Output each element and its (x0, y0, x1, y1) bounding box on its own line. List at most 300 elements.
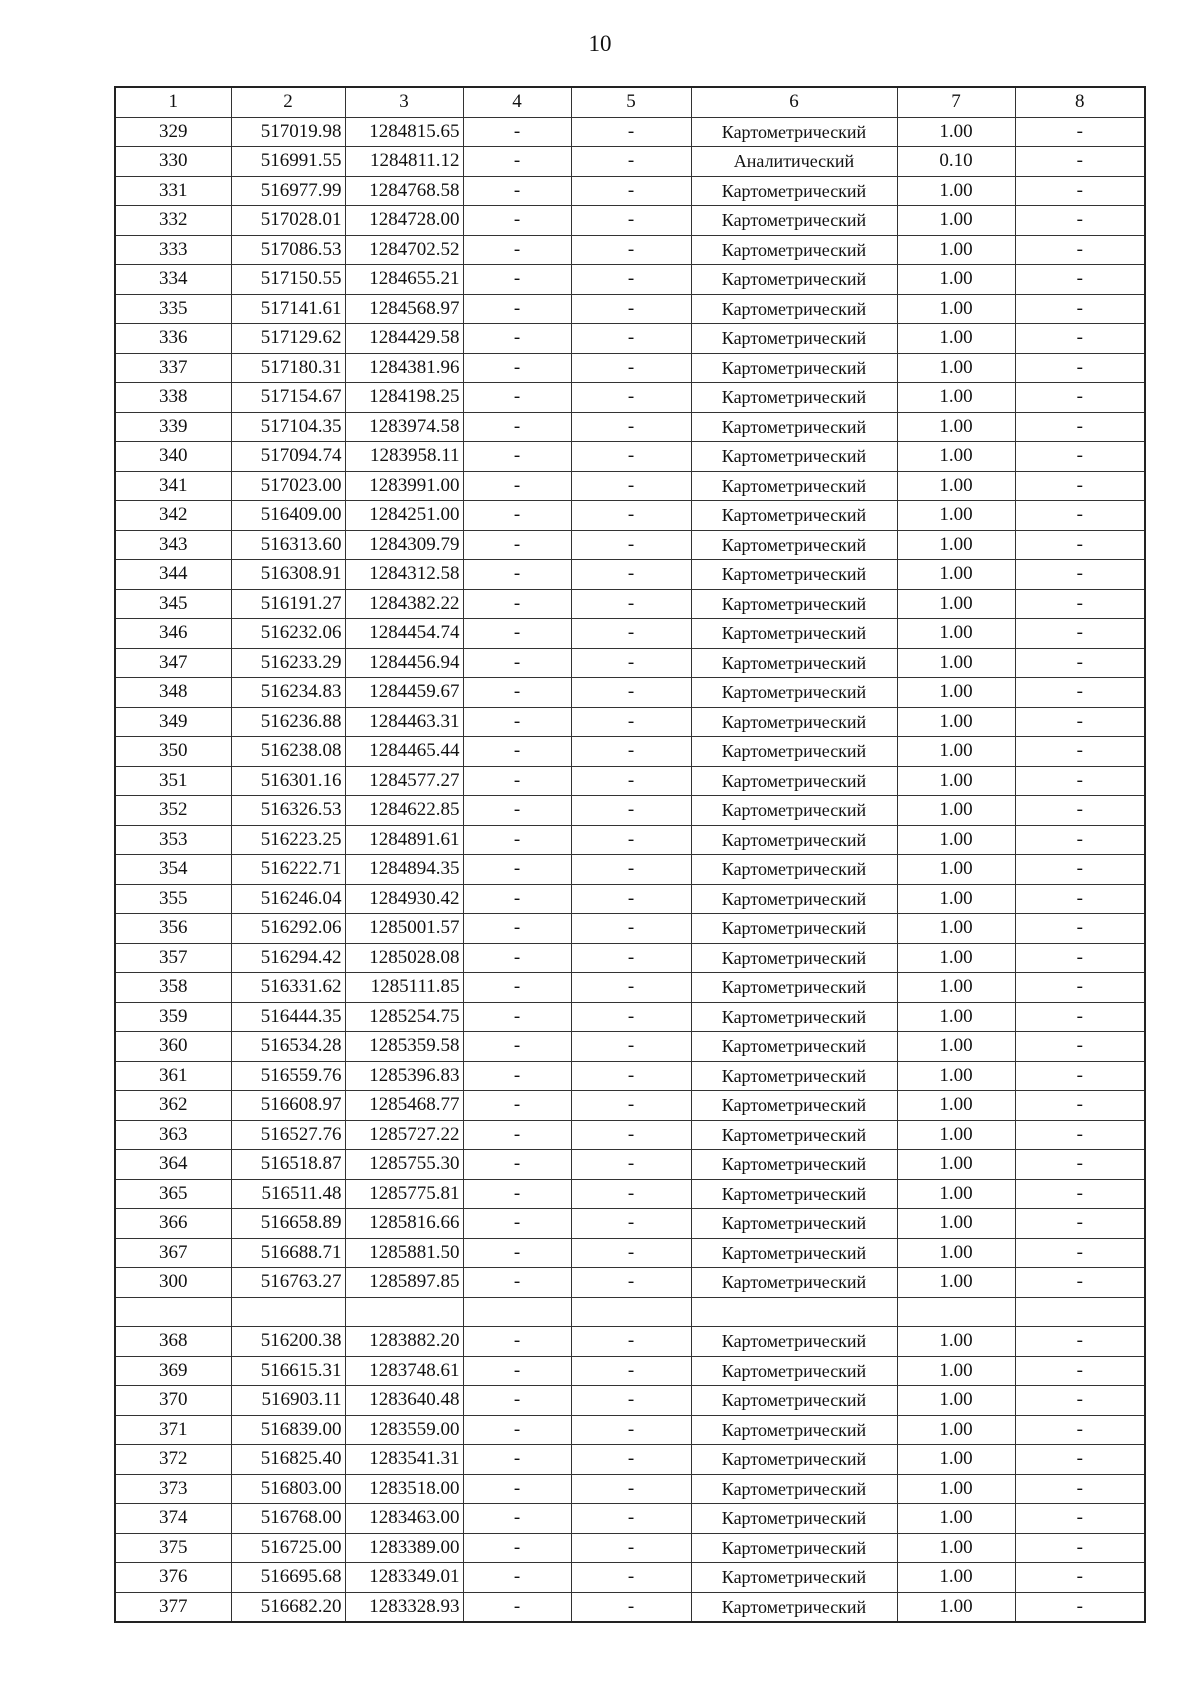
header-cell: 5 (571, 87, 691, 117)
column-4-cell: - (463, 1002, 571, 1032)
column-8-cell: - (1015, 1327, 1145, 1357)
table-row (115, 707, 1145, 737)
method-cell: Картометрический (691, 943, 897, 973)
column-4-cell: - (463, 1327, 571, 1357)
column-5-cell (571, 1297, 691, 1327)
x-coordinate-cell: 516903.11 (231, 1386, 345, 1416)
point-number-cell (115, 1297, 231, 1327)
column-4-cell: - (463, 884, 571, 914)
column-4-cell: - (463, 1091, 571, 1121)
column-8-cell: - (1015, 501, 1145, 531)
y-coordinate-cell: 1284811.12 (345, 147, 463, 177)
column-4-cell: - (463, 412, 571, 442)
y-coordinate-cell: 1284728.00 (345, 206, 463, 236)
x-coordinate-cell: 516682.20 (231, 1592, 345, 1622)
method-cell: Картометрический (691, 530, 897, 560)
column-5-cell: - (571, 1415, 691, 1445)
accuracy-cell: 1.00 (897, 1356, 1015, 1386)
coordinates-table (114, 86, 1146, 1623)
column-8-cell: - (1015, 1238, 1145, 1268)
method-cell: Картометрический (691, 707, 897, 737)
column-8-cell: - (1015, 1563, 1145, 1593)
column-8-cell: - (1015, 1002, 1145, 1032)
accuracy-cell: 1.00 (897, 1091, 1015, 1121)
column-5-cell: - (571, 589, 691, 619)
accuracy-cell: 1.00 (897, 884, 1015, 914)
column-8-cell: - (1015, 766, 1145, 796)
table-row (115, 1120, 1145, 1150)
column-8-cell: - (1015, 648, 1145, 678)
column-8-cell: - (1015, 1179, 1145, 1209)
method-cell: Картометрический (691, 471, 897, 501)
table-row (115, 678, 1145, 708)
point-number-cell: 360 (115, 1032, 231, 1062)
table-row (115, 1061, 1145, 1091)
method-cell: Картометрический (691, 1268, 897, 1298)
method-cell: Картометрический (691, 1356, 897, 1386)
y-coordinate-cell: 1284456.94 (345, 648, 463, 678)
table-row (115, 412, 1145, 442)
method-cell: Картометрический (691, 1504, 897, 1534)
y-coordinate-cell: 1284577.27 (345, 766, 463, 796)
method-cell: Картометрический (691, 973, 897, 1003)
table-row (115, 1297, 1145, 1327)
accuracy-cell: 1.00 (897, 737, 1015, 767)
table-row (115, 884, 1145, 914)
column-4-cell: - (463, 1209, 571, 1239)
point-number-cell: 300 (115, 1268, 231, 1298)
method-cell: Картометрический (691, 1386, 897, 1416)
column-4-cell: - (463, 973, 571, 1003)
column-5-cell: - (571, 1327, 691, 1357)
column-8-cell: - (1015, 324, 1145, 354)
method-cell: Картометрический (691, 265, 897, 295)
y-coordinate-cell: 1283958.11 (345, 442, 463, 472)
column-5-cell: - (571, 1356, 691, 1386)
x-coordinate-cell: 517154.67 (231, 383, 345, 413)
table-row (115, 737, 1145, 767)
y-coordinate-cell: 1284702.52 (345, 235, 463, 265)
accuracy-cell: 1.00 (897, 206, 1015, 236)
accuracy-cell: 1.00 (897, 265, 1015, 295)
y-coordinate-cell: 1284381.96 (345, 353, 463, 383)
x-coordinate-cell: 516688.71 (231, 1238, 345, 1268)
point-number-cell: 368 (115, 1327, 231, 1357)
column-4-cell: - (463, 1061, 571, 1091)
column-4-cell: - (463, 206, 571, 236)
column-8-cell: - (1015, 117, 1145, 147)
column-8-cell: - (1015, 560, 1145, 590)
table-row (115, 1209, 1145, 1239)
x-coordinate-cell: 516763.27 (231, 1268, 345, 1298)
column-5-cell: - (571, 235, 691, 265)
method-cell: Картометрический (691, 206, 897, 236)
accuracy-cell: 1.00 (897, 1474, 1015, 1504)
column-5-cell: - (571, 1179, 691, 1209)
y-coordinate-cell: 1285897.85 (345, 1268, 463, 1298)
x-coordinate-cell: 516444.35 (231, 1002, 345, 1032)
method-cell: Картометрический (691, 678, 897, 708)
method-cell: Картометрический (691, 235, 897, 265)
column-4-cell (463, 1297, 571, 1327)
method-cell: Картометрический (691, 1091, 897, 1121)
accuracy-cell: 1.00 (897, 855, 1015, 885)
y-coordinate-cell: 1285001.57 (345, 914, 463, 944)
x-coordinate-cell: 517180.31 (231, 353, 345, 383)
table-row (115, 1268, 1145, 1298)
accuracy-cell: 1.00 (897, 766, 1015, 796)
column-8-cell: - (1015, 442, 1145, 472)
accuracy-cell: 1.00 (897, 707, 1015, 737)
column-4-cell: - (463, 501, 571, 531)
y-coordinate-cell: 1285775.81 (345, 1179, 463, 1209)
column-4-cell: - (463, 1445, 571, 1475)
x-coordinate-cell: 516308.91 (231, 560, 345, 590)
y-coordinate-cell: 1284454.74 (345, 619, 463, 649)
header-cell: 2 (231, 87, 345, 117)
column-4-cell: - (463, 117, 571, 147)
method-cell: Картометрический (691, 737, 897, 767)
column-4-cell: - (463, 855, 571, 885)
y-coordinate-cell: 1285028.08 (345, 943, 463, 973)
column-4-cell: - (463, 678, 571, 708)
table-row (115, 1179, 1145, 1209)
method-cell: Картометрический (691, 412, 897, 442)
x-coordinate-cell: 516518.87 (231, 1150, 345, 1180)
table-row (115, 1592, 1145, 1622)
accuracy-cell: 1.00 (897, 235, 1015, 265)
column-5-cell: - (571, 1150, 691, 1180)
page-number: 10 (588, 31, 612, 56)
x-coordinate-cell: 516725.00 (231, 1533, 345, 1563)
method-cell: Картометрический (691, 383, 897, 413)
table-row (115, 1238, 1145, 1268)
column-8-cell: - (1015, 1504, 1145, 1534)
column-8-cell: - (1015, 471, 1145, 501)
table-row (115, 1002, 1145, 1032)
x-coordinate-cell: 517104.35 (231, 412, 345, 442)
column-8-cell: - (1015, 176, 1145, 206)
header-cell: 8 (1015, 87, 1145, 117)
x-coordinate-cell: 516233.29 (231, 648, 345, 678)
accuracy-cell: 1.00 (897, 560, 1015, 590)
table-row (115, 501, 1145, 531)
y-coordinate-cell: 1284568.97 (345, 294, 463, 324)
table-row (115, 117, 1145, 147)
point-number-cell: 359 (115, 1002, 231, 1032)
table-row (115, 589, 1145, 619)
y-coordinate-cell: 1284429.58 (345, 324, 463, 354)
point-number-cell: 356 (115, 914, 231, 944)
column-4-cell: - (463, 1268, 571, 1298)
accuracy-cell: 1.00 (897, 619, 1015, 649)
column-8-cell: - (1015, 1209, 1145, 1239)
column-4-cell: - (463, 235, 571, 265)
point-number-cell: 377 (115, 1592, 231, 1622)
point-number-cell: 349 (115, 707, 231, 737)
point-number-cell: 362 (115, 1091, 231, 1121)
table-row (115, 1356, 1145, 1386)
header-cell: 1 (115, 87, 231, 117)
point-number-cell: 350 (115, 737, 231, 767)
column-5-cell: - (571, 1474, 691, 1504)
method-cell: Картометрический (691, 619, 897, 649)
table-row (115, 1533, 1145, 1563)
y-coordinate-cell: 1285816.66 (345, 1209, 463, 1239)
point-number-cell: 367 (115, 1238, 231, 1268)
column-8-cell: - (1015, 589, 1145, 619)
table-row (115, 294, 1145, 324)
column-5-cell: - (571, 1091, 691, 1121)
method-cell: Картометрический (691, 1150, 897, 1180)
accuracy-cell: 1.00 (897, 1238, 1015, 1268)
x-coordinate-cell: 516658.89 (231, 1209, 345, 1239)
accuracy-cell: 1.00 (897, 1327, 1015, 1357)
point-number-cell: 364 (115, 1150, 231, 1180)
accuracy-cell: 1.00 (897, 943, 1015, 973)
table-row (115, 1091, 1145, 1121)
table-row (115, 324, 1145, 354)
column-8-cell: - (1015, 678, 1145, 708)
method-cell: Картометрический (691, 1238, 897, 1268)
point-number-cell: 369 (115, 1356, 231, 1386)
table-row (115, 796, 1145, 826)
header-row (115, 87, 1145, 117)
x-coordinate-cell: 516803.00 (231, 1474, 345, 1504)
column-8-cell: - (1015, 1474, 1145, 1504)
x-coordinate-cell: 516534.28 (231, 1032, 345, 1062)
column-5-cell: - (571, 884, 691, 914)
column-4-cell: - (463, 589, 571, 619)
column-8-cell: - (1015, 1356, 1145, 1386)
column-8-cell: - (1015, 353, 1145, 383)
y-coordinate-cell: 1285755.30 (345, 1150, 463, 1180)
column-5-cell: - (571, 206, 691, 236)
point-number-cell: 337 (115, 353, 231, 383)
accuracy-cell: 1.00 (897, 914, 1015, 944)
y-coordinate-cell: 1285468.77 (345, 1091, 463, 1121)
y-coordinate-cell: 1284768.58 (345, 176, 463, 206)
y-coordinate-cell: 1283882.20 (345, 1327, 463, 1357)
column-4-cell: - (463, 176, 571, 206)
column-4-cell: - (463, 796, 571, 826)
point-number-cell: 330 (115, 147, 231, 177)
point-number-cell: 365 (115, 1179, 231, 1209)
accuracy-cell: 1.00 (897, 1032, 1015, 1062)
y-coordinate-cell: 1284894.35 (345, 855, 463, 885)
table-row (115, 383, 1145, 413)
method-cell: Картометрический (691, 914, 897, 944)
column-8-cell (1015, 1297, 1145, 1327)
accuracy-cell (897, 1297, 1015, 1327)
table-row (115, 943, 1145, 973)
column-4-cell: - (463, 353, 571, 383)
column-5-cell: - (571, 648, 691, 678)
column-5-cell: - (571, 324, 691, 354)
column-5-cell: - (571, 1061, 691, 1091)
point-number-cell: 353 (115, 825, 231, 855)
column-4-cell: - (463, 707, 571, 737)
column-4-cell: - (463, 1592, 571, 1622)
method-cell: Картометрический (691, 501, 897, 531)
x-coordinate-cell: 517019.98 (231, 117, 345, 147)
method-cell: Картометрический (691, 1563, 897, 1593)
column-4-cell: - (463, 766, 571, 796)
column-5-cell: - (571, 530, 691, 560)
method-cell (691, 1297, 897, 1327)
y-coordinate-cell: 1284459.67 (345, 678, 463, 708)
column-8-cell: - (1015, 943, 1145, 973)
accuracy-cell: 1.00 (897, 383, 1015, 413)
x-coordinate-cell: 516236.88 (231, 707, 345, 737)
column-4-cell: - (463, 1563, 571, 1593)
y-coordinate-cell: 1283541.31 (345, 1445, 463, 1475)
column-5-cell: - (571, 1386, 691, 1416)
table-row (115, 206, 1145, 236)
table-row (115, 1150, 1145, 1180)
x-coordinate-cell: 516409.00 (231, 501, 345, 531)
accuracy-cell: 1.00 (897, 1445, 1015, 1475)
x-coordinate-cell: 516511.48 (231, 1179, 345, 1209)
column-8-cell: - (1015, 1592, 1145, 1622)
column-4-cell: - (463, 1533, 571, 1563)
method-cell: Картометрический (691, 1474, 897, 1504)
y-coordinate-cell: 1284251.00 (345, 501, 463, 531)
point-number-cell: 346 (115, 619, 231, 649)
point-number-cell: 355 (115, 884, 231, 914)
point-number-cell: 374 (115, 1504, 231, 1534)
x-coordinate-cell: 516331.62 (231, 973, 345, 1003)
table-row (115, 1327, 1145, 1357)
table-row (115, 560, 1145, 590)
point-number-cell: 338 (115, 383, 231, 413)
method-cell: Картометрический (691, 176, 897, 206)
column-5-cell: - (571, 855, 691, 885)
y-coordinate-cell: 1285396.83 (345, 1061, 463, 1091)
y-coordinate-cell: 1284622.85 (345, 796, 463, 826)
header-cell: 4 (463, 87, 571, 117)
method-cell: Картометрический (691, 855, 897, 885)
x-coordinate-cell: 516313.60 (231, 530, 345, 560)
table-row (115, 1415, 1145, 1445)
column-5-cell: - (571, 1268, 691, 1298)
column-4-cell: - (463, 147, 571, 177)
accuracy-cell: 1.00 (897, 1415, 1015, 1445)
y-coordinate-cell: 1285111.85 (345, 973, 463, 1003)
column-4-cell: - (463, 1474, 571, 1504)
accuracy-cell: 1.00 (897, 973, 1015, 1003)
column-5-cell: - (571, 1504, 691, 1534)
column-8-cell: - (1015, 737, 1145, 767)
column-8-cell: - (1015, 1533, 1145, 1563)
method-cell: Картометрический (691, 1061, 897, 1091)
y-coordinate-cell: 1284312.58 (345, 560, 463, 590)
x-coordinate-cell: 516232.06 (231, 619, 345, 649)
column-4-cell: - (463, 1415, 571, 1445)
accuracy-cell: 1.00 (897, 825, 1015, 855)
column-4-cell: - (463, 324, 571, 354)
x-coordinate-cell: 516695.68 (231, 1563, 345, 1593)
x-coordinate-cell: 516238.08 (231, 737, 345, 767)
column-8-cell: - (1015, 1415, 1145, 1445)
header-cell: 6 (691, 87, 897, 117)
y-coordinate-cell: 1284463.31 (345, 707, 463, 737)
column-8-cell: - (1015, 825, 1145, 855)
x-coordinate-cell: 516234.83 (231, 678, 345, 708)
method-cell: Картометрический (691, 1592, 897, 1622)
column-8-cell: - (1015, 855, 1145, 885)
table-row (115, 265, 1145, 295)
method-cell: Картометрический (691, 117, 897, 147)
column-8-cell: - (1015, 412, 1145, 442)
column-4-cell: - (463, 1032, 571, 1062)
x-coordinate-cell: 516326.53 (231, 796, 345, 826)
column-8-cell: - (1015, 1386, 1145, 1416)
column-8-cell: - (1015, 707, 1145, 737)
point-number-cell: 333 (115, 235, 231, 265)
column-4-cell: - (463, 530, 571, 560)
method-cell: Картометрический (691, 1120, 897, 1150)
column-8-cell: - (1015, 914, 1145, 944)
column-8-cell: - (1015, 147, 1145, 177)
table-row (115, 648, 1145, 678)
y-coordinate-cell: 1283974.58 (345, 412, 463, 442)
point-number-cell: 329 (115, 117, 231, 147)
x-coordinate-cell: 516294.42 (231, 943, 345, 973)
y-coordinate-cell: 1283640.48 (345, 1386, 463, 1416)
point-number-cell: 341 (115, 471, 231, 501)
point-number-cell: 332 (115, 206, 231, 236)
column-5-cell: - (571, 1120, 691, 1150)
accuracy-cell: 1.00 (897, 1386, 1015, 1416)
column-5-cell: - (571, 766, 691, 796)
column-8-cell: - (1015, 1032, 1145, 1062)
x-coordinate-cell: 517129.62 (231, 324, 345, 354)
accuracy-cell: 1.00 (897, 589, 1015, 619)
column-5-cell: - (571, 294, 691, 324)
accuracy-cell: 1.00 (897, 648, 1015, 678)
column-8-cell: - (1015, 884, 1145, 914)
x-coordinate-cell: 516527.76 (231, 1120, 345, 1150)
accuracy-cell: 1.00 (897, 1592, 1015, 1622)
accuracy-cell: 1.00 (897, 1209, 1015, 1239)
point-number-cell: 340 (115, 442, 231, 472)
accuracy-cell: 1.00 (897, 1504, 1015, 1534)
point-number-cell: 335 (115, 294, 231, 324)
point-number-cell: 358 (115, 973, 231, 1003)
table-row (115, 766, 1145, 796)
column-4-cell: - (463, 1356, 571, 1386)
x-coordinate-cell: 516768.00 (231, 1504, 345, 1534)
column-5-cell: - (571, 707, 691, 737)
column-4-cell: - (463, 265, 571, 295)
accuracy-cell: 1.00 (897, 1179, 1015, 1209)
column-8-cell: - (1015, 796, 1145, 826)
table-body (115, 117, 1145, 1622)
y-coordinate-cell: 1285727.22 (345, 1120, 463, 1150)
y-coordinate-cell: 1283991.00 (345, 471, 463, 501)
y-coordinate-cell: 1284891.61 (345, 825, 463, 855)
column-8-cell: - (1015, 1150, 1145, 1180)
column-4-cell: - (463, 619, 571, 649)
method-cell: Картометрический (691, 560, 897, 590)
point-number-cell: 363 (115, 1120, 231, 1150)
x-coordinate-cell: 517086.53 (231, 235, 345, 265)
point-number-cell: 371 (115, 1415, 231, 1445)
y-coordinate-cell: 1284309.79 (345, 530, 463, 560)
x-coordinate-cell: 517150.55 (231, 265, 345, 295)
column-5-cell: - (571, 619, 691, 649)
